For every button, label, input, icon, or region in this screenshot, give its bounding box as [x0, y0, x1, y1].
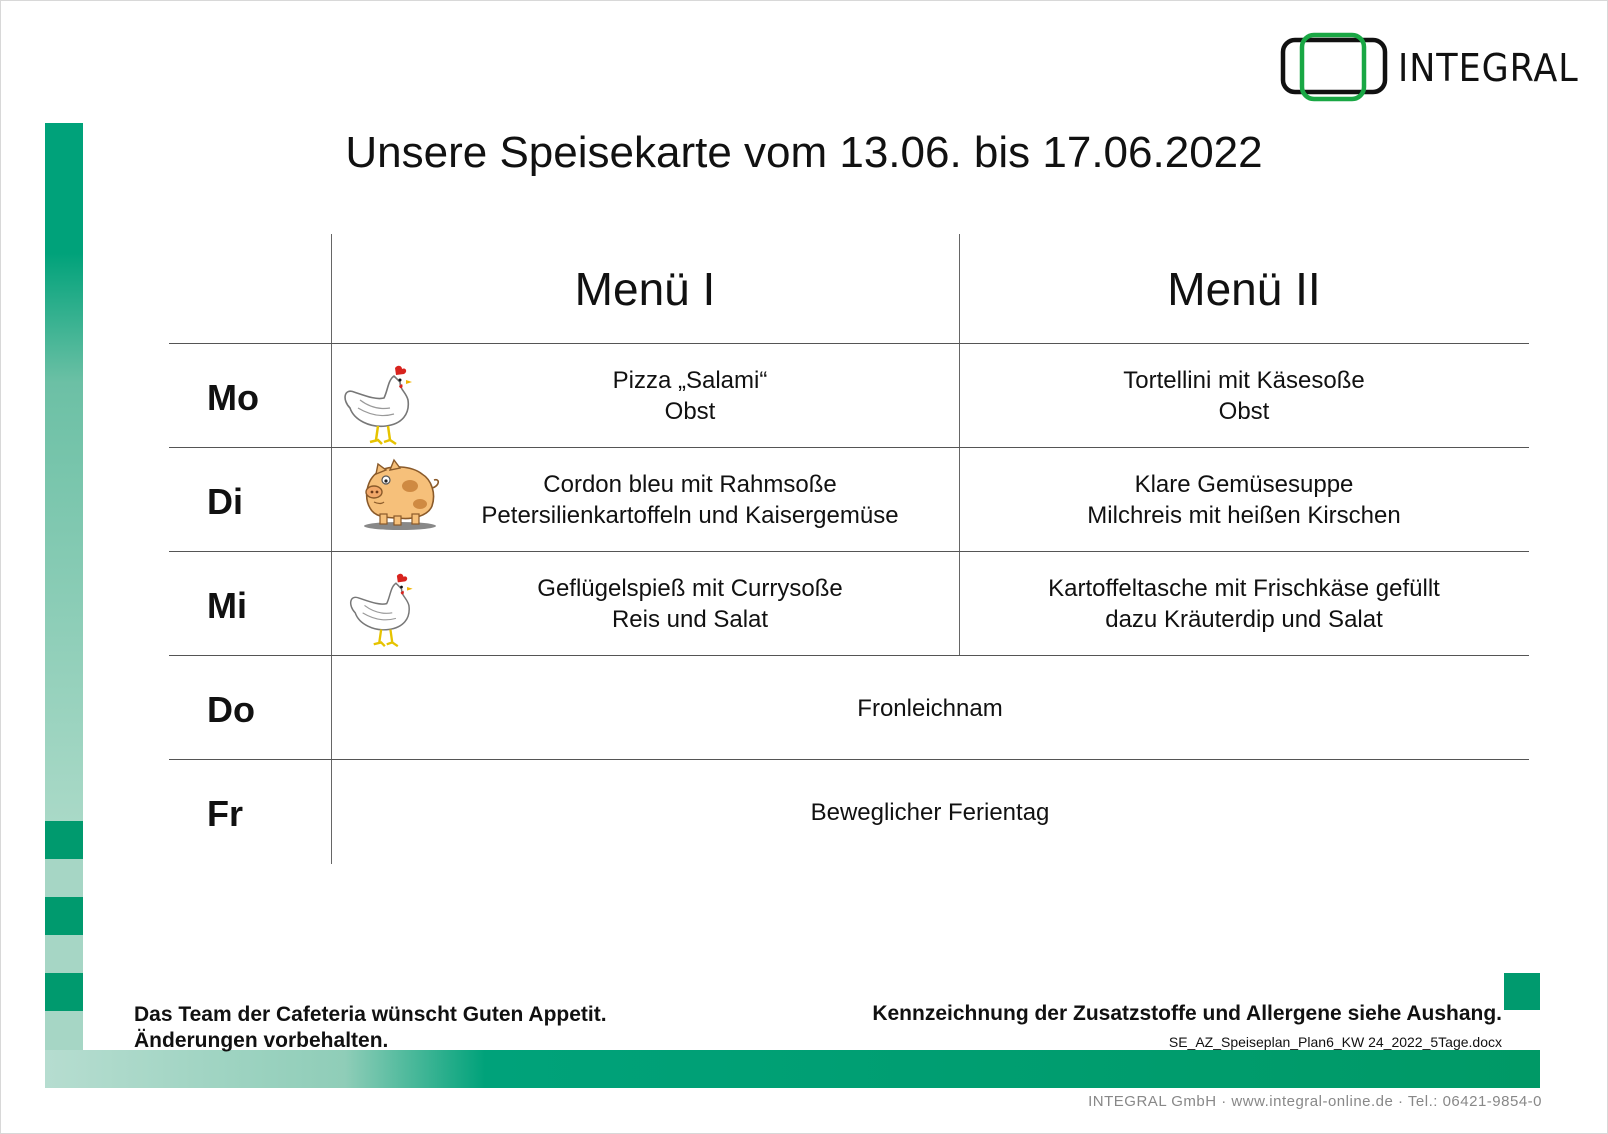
- dish-line: Petersilienkartoffeln und Kaisergemüse: [481, 502, 899, 529]
- dish-line: Milchreis mit heißen Kirschen: [1087, 502, 1401, 529]
- dish-line: Tortellini mit Käsesoße: [1123, 367, 1365, 394]
- grid-line: [331, 234, 332, 864]
- dish-line: Klare Gemüsesuppe: [1134, 471, 1354, 498]
- dish-line: Reis und Salat: [611, 606, 769, 633]
- decor-square: [45, 897, 83, 935]
- chicken-icon: [340, 364, 420, 453]
- dish-line: Geflügelspieß mit Currysoße: [537, 575, 843, 602]
- dish-line: Kartoffeltasche mit Frischkäse gefüllt: [1048, 575, 1440, 602]
- menu1-mi: [420, 573, 960, 635]
- day-label-di: Di: [207, 481, 243, 522]
- decor-square: [45, 821, 83, 859]
- dish-line: dazu Kräuterdip und Salat: [1105, 606, 1383, 633]
- footer-disclaimer-line: Änderungen vorbehalten.: [134, 1029, 389, 1052]
- footer-greeting: [134, 1002, 607, 1054]
- day-label-do: Do: [207, 689, 255, 730]
- header-menu-2: Menü II: [1167, 263, 1321, 315]
- holiday-do: Fronleichnam: [857, 695, 1003, 722]
- decor-square: [45, 1011, 83, 1050]
- header-menu-1: Menü I: [574, 263, 716, 315]
- grid-line: [169, 759, 1529, 760]
- company-info: INTEGRAL GmbH · www.integral-online.de · Tel.: 06421-9854-0: [1088, 1093, 1542, 1110]
- holiday-fr: Beweglicher Ferientag: [810, 799, 1050, 826]
- document-filename: SE_AZ_Speiseplan_Plan6_KW 24_2022_5Tage.docx: [1168, 1034, 1502, 1050]
- decor-square: [45, 859, 83, 897]
- dish-line: Cordon bleu mit Rahmsoße: [543, 471, 837, 498]
- day-label-mi: Mi: [207, 585, 247, 626]
- footer-greeting-line: Das Team der Cafeteria wünscht Guten Appetit.: [134, 1003, 607, 1026]
- menu1-mo: [420, 365, 960, 427]
- dish-line: Obst: [1218, 398, 1270, 425]
- decor-square: [45, 973, 83, 1011]
- day-label-fr: Fr: [207, 793, 243, 834]
- menu2-di: [959, 469, 1529, 531]
- logo-text: INTEGRAL: [1398, 46, 1579, 90]
- page-title: Unsere Speisekarte vom 13.06. bis 17.06.2022: [345, 128, 1263, 177]
- menu2-mi: [959, 573, 1529, 635]
- grid-line: [169, 655, 1529, 656]
- menu2-mo: [959, 365, 1529, 427]
- footer-allergen-note: Kennzeichnung der Zusatzstoffe und Allergene siehe Aushang.: [872, 1002, 1502, 1025]
- left-decor-bar: [45, 123, 83, 821]
- dish-line: Obst: [664, 398, 716, 425]
- decor-square: [45, 935, 83, 973]
- integral-logo: [1280, 32, 1579, 104]
- decor-square-right: [1504, 973, 1540, 1010]
- dish-line: Pizza „Salami“: [612, 367, 768, 394]
- day-label-mo: Mo: [207, 377, 259, 418]
- bottom-decor-bar: [45, 1050, 1540, 1088]
- grid-line: [169, 551, 1529, 552]
- chicken-icon: [346, 572, 420, 655]
- logo-mark-icon: [1280, 32, 1396, 104]
- grid-line: [169, 343, 1529, 344]
- menu1-di: [420, 469, 960, 531]
